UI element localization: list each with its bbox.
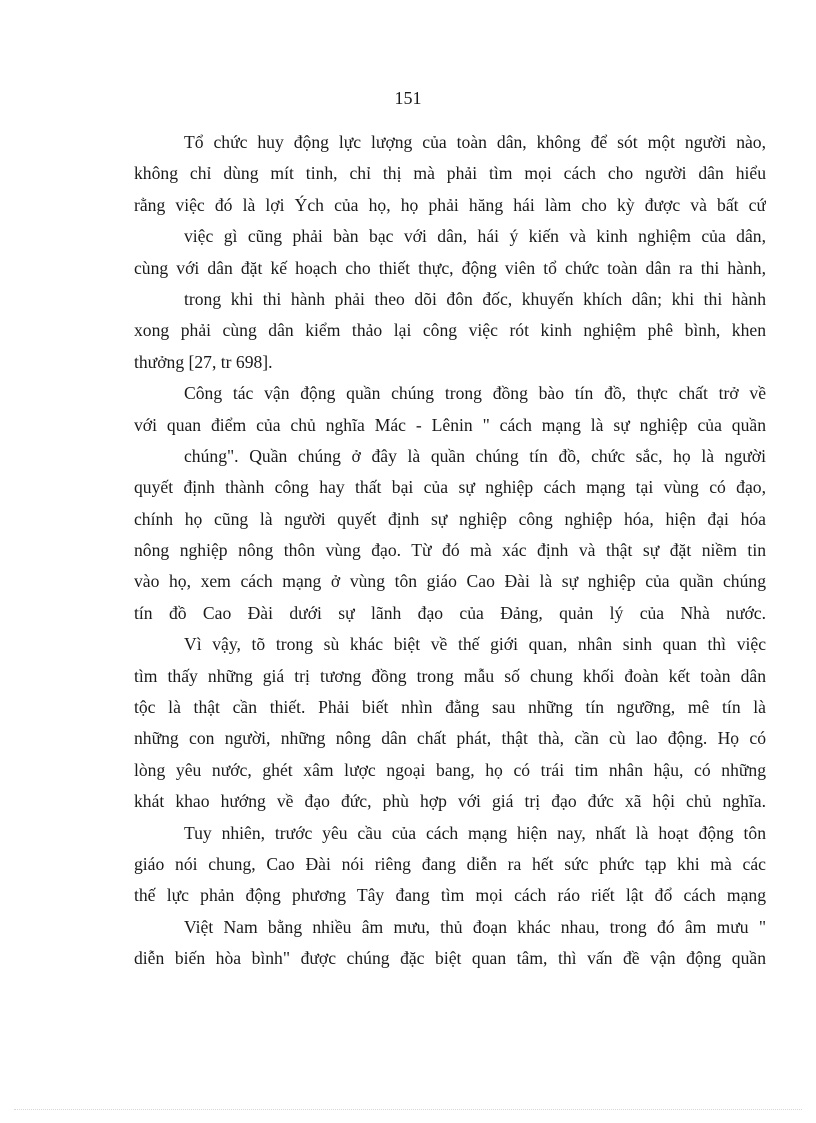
text-line: rằng việc đó là lợi Ých của họ, họ phải hăng hái làm cho kỳ được và bất cứ (134, 194, 766, 215)
text-line: xong phải cùng dân kiểm thảo lại công việc rót kinh nghiệm phê bình, khen (134, 320, 766, 341)
text-line: Vì vậy, tõ trong sù khác biệt về thế giới quan, nhân sinh quan thì việc (184, 634, 766, 655)
page-number: 151 (394, 88, 422, 108)
page-bottom-divider (14, 1109, 802, 1110)
text-line: giáo nói chung, Cao Đài nói riêng đang diễn ra hết sức phức tạp khi mà các (134, 853, 766, 874)
text-line: Tuy nhiên, trước yêu cầu của cách mạng hiện nay, nhất là hoạt động tôn (184, 822, 766, 843)
text-line: tín đồ Cao Đài dưới sự lãnh đạo của Đảng, quản lý của Nhà nước. (134, 602, 766, 623)
text-line: tộc là thật cần thiết. Phải biết nhìn đằng sau những tín ngưỡng, mê tín là (134, 697, 766, 718)
text-line: Công tác vận động quần chúng trong đồng bào tín đồ, thực chất trở về (184, 383, 766, 404)
text-line: chính họ cũng là người quyết định sự nghiệp công nghiệp hóa, hiện đại hóa (134, 508, 766, 529)
text-line: thế lực phản động phương Tây đang tìm mọi cách ráo riết lật đổ cách mạng (134, 885, 766, 906)
text-line: nông nghiệp nông thôn vùng đạo. Từ đó mà xác định và thật sự đặt niềm tin (134, 540, 766, 561)
text-line: vào họ, xem cách mạng ở vùng tôn giáo Cao Đài là sự nghiệp của quần chúng (134, 571, 766, 592)
text-line: thưởng [27, tr 698]. (134, 351, 273, 372)
body-text (134, 127, 766, 975)
text-line: quyết định thành công hay thất bại của sự nghiệp cách mạng tại vùng có đạo, (134, 477, 766, 498)
text-line: tìm thấy những giá trị tương đồng trong mẫu số chung khối đoàn kết toàn dân (134, 665, 766, 686)
text-line: với quan điểm của chủ nghĩa Mác - Lênin " cách mạng là sự nghiệp của quần (134, 414, 766, 435)
text-line: những con người, những nông dân chất phát, thật thà, cần cù lao động. Họ có (134, 728, 766, 749)
text-line: Việt Nam bằng nhiều âm mưu, thủ đoạn khác nhau, trong đó âm mưu " (184, 916, 766, 937)
text-line: không chỉ dùng mít tinh, chỉ thị mà phải tìm mọi cách cho người dân hiểu (134, 163, 766, 184)
text-line: cùng với dân đặt kế hoạch cho thiết thực, động viên tổ chức toàn dân ra thi hành, (134, 257, 766, 278)
text-line: lòng yêu nước, ghét xâm lược ngoại bang, họ có trái tim nhân hậu, có những (134, 759, 766, 780)
text-line: khát khao hướng về đạo đức, phù hợp với giá trị đạo đức xã hội chủ nghĩa. (134, 791, 766, 812)
text-line: việc gì cũng phải bàn bạc với dân, hái ý kiến và kinh nghiệm của dân, (184, 226, 766, 247)
text-line: trong khi thi hành phải theo dõi đôn đốc, khuyến khích dân; khi thi hành (184, 288, 766, 309)
text-line: chúng". Quần chúng ở đây là quần chúng tín đồ, chức sắc, họ là người (184, 445, 766, 466)
text-line: Tổ chức huy động lực lượng của toàn dân, không để sót một người nào, (184, 132, 766, 152)
text-line: diễn biến hòa bình" được chúng đặc biệt quan tâm, thì vấn đề vận động quần (134, 948, 766, 969)
